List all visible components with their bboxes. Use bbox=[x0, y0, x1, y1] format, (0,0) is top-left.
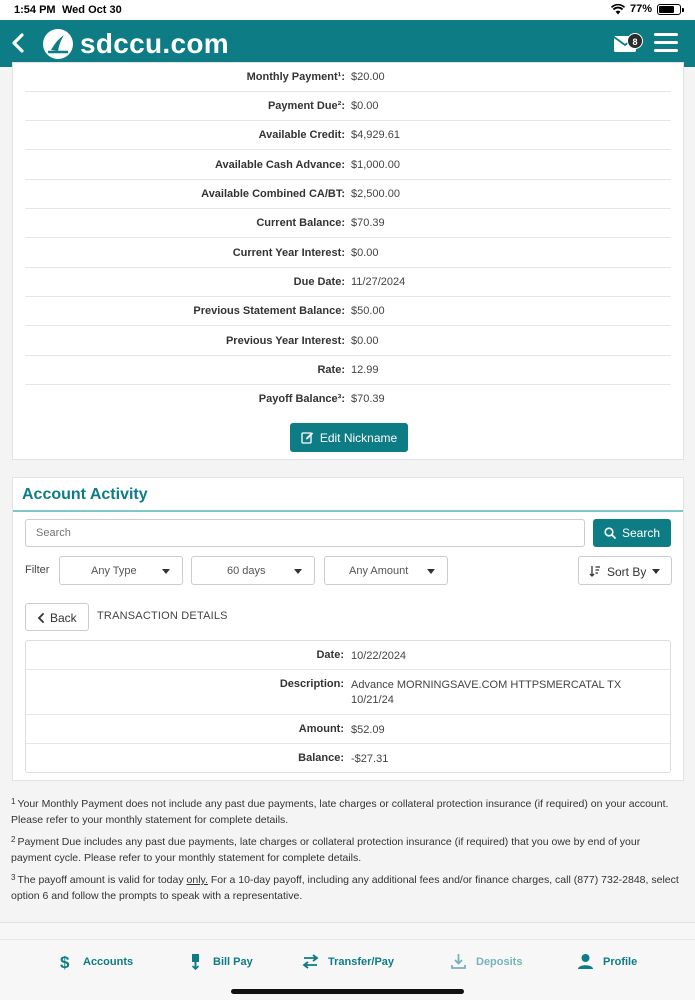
tab-accounts[interactable] bbox=[57, 953, 133, 970]
transaction-label: Amount: bbox=[298, 723, 344, 735]
chevron-down-icon bbox=[162, 569, 170, 574]
amount-filter-value: Any Amount bbox=[349, 565, 409, 577]
detail-row bbox=[25, 63, 671, 92]
tab-deposits-label: Deposits bbox=[476, 955, 523, 968]
footnote-emphasis: only. bbox=[186, 874, 208, 886]
section-divider bbox=[13, 510, 683, 512]
detail-row bbox=[25, 268, 671, 297]
detail-row bbox=[25, 239, 671, 268]
detail-label: Payoff Balance³: bbox=[258, 393, 345, 405]
footnote-2 bbox=[11, 834, 683, 866]
app-header bbox=[0, 20, 695, 67]
detail-label: Current Year Interest: bbox=[232, 247, 345, 259]
tab-profile[interactable] bbox=[577, 953, 637, 970]
detail-value: $2,500.00 bbox=[351, 188, 400, 200]
status-time: 1:54 PM bbox=[14, 4, 56, 16]
edit-icon bbox=[301, 431, 314, 444]
deposit-icon bbox=[450, 953, 467, 970]
detail-label: Rate: bbox=[317, 364, 345, 376]
detail-row bbox=[25, 151, 671, 180]
detail-row bbox=[25, 327, 671, 356]
footnote-number: 1 bbox=[11, 797, 16, 806]
footnote-3 bbox=[11, 872, 683, 904]
transaction-value: -$27.31 bbox=[351, 753, 389, 765]
footnote-1 bbox=[11, 796, 683, 828]
detail-value: $0.00 bbox=[351, 335, 379, 347]
footnote-number: 3 bbox=[11, 873, 16, 882]
detail-label: Current Balance: bbox=[256, 217, 345, 229]
detail-value: 12.99 bbox=[351, 364, 379, 376]
battery-percent: 77% bbox=[629, 3, 652, 15]
status-date: Wed Oct 30 bbox=[62, 4, 122, 16]
detail-row bbox=[25, 385, 671, 414]
search-input[interactable] bbox=[25, 519, 585, 547]
tab-transfer-pay[interactable] bbox=[302, 953, 394, 970]
divider bbox=[0, 939, 695, 940]
edit-nickname-label: Edit Nickname bbox=[319, 430, 398, 445]
edit-nickname-button[interactable] bbox=[290, 423, 408, 452]
mail-badge: 8 bbox=[627, 33, 643, 49]
transaction-details-table bbox=[25, 640, 671, 773]
back-chevron-icon[interactable] bbox=[8, 30, 30, 56]
transaction-row bbox=[26, 744, 670, 773]
detail-row bbox=[25, 121, 671, 150]
footnotes bbox=[11, 796, 683, 910]
battery-icon bbox=[657, 4, 681, 15]
detail-row bbox=[25, 92, 671, 121]
footnote-text: Payment Due includes any past due payments, late charges or collateral protection insurance (if required) that you owe by end of your payment cycle. Please refer to your monthly statement for complete details. bbox=[11, 836, 641, 864]
bill-pay-icon bbox=[187, 953, 204, 970]
menu-icon[interactable] bbox=[654, 33, 678, 53]
sort-by-label: Sort By bbox=[607, 565, 647, 579]
svg-text:$: $ bbox=[60, 953, 70, 970]
days-filter-value: 60 days bbox=[227, 565, 266, 577]
profile-icon bbox=[577, 953, 594, 970]
wifi-icon bbox=[611, 4, 625, 15]
section-title: Account Activity bbox=[22, 486, 148, 503]
dollar-icon bbox=[57, 953, 74, 970]
footnote-text: Your Monthly Payment does not include any past due payments, late charges or collateral protection insurance (if required) on your account. Please refer to your monthly statement for complete details. bbox=[11, 798, 669, 826]
detail-row bbox=[25, 209, 671, 238]
detail-row bbox=[25, 297, 671, 326]
detail-row bbox=[25, 180, 671, 209]
sort-icon bbox=[589, 565, 601, 577]
detail-value: $1,000.00 bbox=[351, 159, 400, 171]
search-button-label: Search bbox=[621, 526, 661, 540]
detail-value: 11/27/2024 bbox=[351, 276, 406, 288]
tab-bill-pay[interactable] bbox=[187, 953, 253, 970]
detail-label: Payment Due²: bbox=[267, 100, 345, 112]
tab-deposits[interactable] bbox=[450, 953, 522, 970]
transaction-row bbox=[26, 670, 670, 715]
transaction-label: Description: bbox=[279, 678, 344, 690]
detail-label: Available Combined CA/BT: bbox=[201, 188, 345, 200]
chevron-left-icon bbox=[37, 613, 44, 623]
tab-accounts-label: Accounts bbox=[83, 955, 134, 968]
status-bar bbox=[0, 0, 695, 20]
detail-label: Monthly Payment¹: bbox=[246, 71, 345, 83]
detail-value: $70.39 bbox=[351, 217, 385, 229]
detail-value: $70.39 bbox=[351, 393, 385, 405]
back-button[interactable] bbox=[25, 603, 89, 631]
detail-label: Previous Statement Balance: bbox=[193, 305, 345, 317]
tab-profile-label: Profile bbox=[603, 955, 638, 968]
search-button[interactable] bbox=[593, 519, 671, 547]
footnote-text: For a 10-day payoff, including any additional fees and/or finance charges, call (877) 732-2848, select option 6 and follow the prompts to speak with a representative. bbox=[11, 874, 679, 902]
transaction-value: 10/22/2024 bbox=[351, 650, 407, 662]
bottom-tab-bar bbox=[0, 922, 695, 1000]
transaction-value: Advance MORNINGSAVE.COM HTTPSMERCATAL TX 10/21/24 bbox=[351, 679, 622, 706]
tab-bill-pay-label: Bill Pay bbox=[213, 955, 253, 968]
type-filter-dropdown[interactable] bbox=[59, 556, 183, 585]
transaction-details-title: TRANSACTION DETAILS bbox=[97, 610, 228, 622]
detail-value: $20.00 bbox=[351, 71, 385, 83]
transaction-label: Date: bbox=[316, 649, 344, 661]
account-details-card bbox=[12, 62, 684, 460]
transfer-icon bbox=[302, 953, 319, 970]
filter-label: Filter bbox=[25, 564, 50, 576]
transaction-row bbox=[26, 715, 670, 744]
detail-value: $4,929.61 bbox=[351, 129, 400, 141]
sort-by-dropdown[interactable] bbox=[578, 556, 672, 585]
detail-value: $0.00 bbox=[351, 100, 379, 112]
transaction-label: Balance: bbox=[298, 752, 344, 764]
detail-row bbox=[25, 356, 671, 385]
back-button-label: Back bbox=[50, 611, 77, 625]
days-filter-dropdown[interactable] bbox=[191, 556, 315, 585]
detail-value: $50.00 bbox=[351, 305, 385, 317]
transaction-row bbox=[26, 641, 670, 670]
detail-label: Available Credit: bbox=[258, 129, 345, 141]
home-indicator bbox=[231, 989, 464, 994]
detail-value: $0.00 bbox=[351, 247, 379, 259]
status-right bbox=[611, 3, 681, 15]
search-icon bbox=[604, 527, 616, 539]
tab-transfer-pay-label: Transfer/Pay bbox=[328, 955, 395, 968]
chevron-down-icon bbox=[652, 569, 660, 574]
type-filter-value: Any Type bbox=[91, 565, 137, 577]
brand-name: sdccu.com bbox=[80, 28, 229, 59]
account-activity-card bbox=[12, 477, 684, 781]
footnote-text: The payoff amount is valid for today bbox=[17, 874, 187, 886]
footnote-number: 2 bbox=[11, 835, 16, 844]
chevron-down-icon bbox=[427, 569, 435, 574]
detail-label: Previous Year Interest: bbox=[225, 335, 345, 347]
chevron-down-icon bbox=[294, 569, 302, 574]
detail-label: Due Date: bbox=[293, 276, 345, 288]
transaction-value: $52.09 bbox=[351, 724, 385, 736]
brand-logo[interactable] bbox=[42, 28, 229, 60]
sdccu-logo-icon bbox=[42, 28, 74, 60]
amount-filter-dropdown[interactable] bbox=[324, 556, 448, 585]
detail-label: Available Cash Advance: bbox=[214, 159, 345, 171]
